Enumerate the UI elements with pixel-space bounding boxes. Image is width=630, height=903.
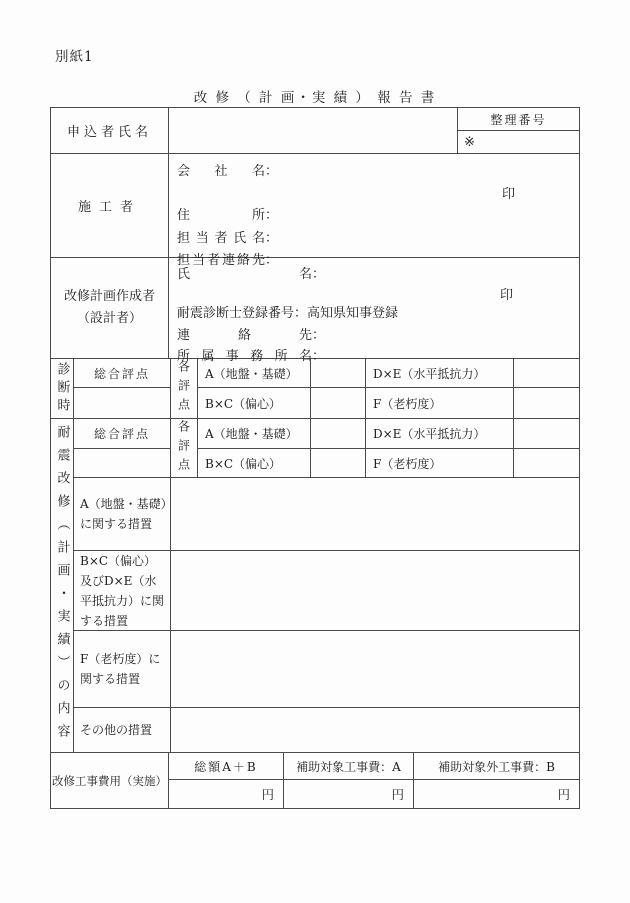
colon: ： (265, 208, 279, 223)
office-name-label: 所属事務所名 (177, 349, 312, 364)
measure-f-cell (171, 631, 579, 708)
diagnostician-registration-line: 耐震診断士登録番号：高知県知事登録 (177, 306, 399, 321)
planner-label (51, 258, 169, 359)
applicant-name-cell (169, 108, 458, 154)
cost-nonsubsidized-header: 補助対象外工事費：B (414, 753, 579, 780)
diagnosis-score-de-label: D×E（水平抵抗力） (366, 359, 514, 388)
contractor-detail-cell (169, 154, 579, 268)
colon: ： (312, 328, 326, 343)
cost-nonsubsidized-amount-cell: 円 (557, 787, 570, 802)
colon: ： (312, 267, 326, 282)
planner-label-line1: 改修計画作成者 (63, 289, 155, 304)
diagnosis-score-a-label: A（地盤・基礎） (198, 359, 311, 388)
reference-number-cell: ※ (458, 131, 579, 154)
measure-a-label (74, 478, 171, 551)
measure-f-label (74, 631, 171, 708)
address-label: 住所 (177, 208, 265, 223)
cost-row-label: 改修工事費用（実施） (51, 753, 169, 808)
planner-name-label: 氏名 (177, 267, 312, 282)
contractor-seal-mark: 印 (501, 187, 515, 202)
measure-bc-de-cell (171, 551, 579, 631)
diagnosis-score-de-cell (514, 359, 579, 388)
diagnosis-each-score-text: 各評点 (176, 360, 191, 417)
page-title: 改 修 （ 計 画・実 績 ） 報 告 書 (193, 90, 437, 106)
diagnosis-score-f-label: F（老朽度） (366, 388, 514, 419)
company-name-label: 会社名 (177, 164, 265, 179)
measure-other-cell (171, 708, 579, 753)
planner-contact-line (177, 324, 325, 343)
colon: ： (312, 349, 326, 364)
colon: ： (265, 164, 279, 179)
retrofit-overall-score-label: 総合評点 (74, 419, 171, 449)
planner-contact-label: 連絡先 (177, 328, 312, 343)
planner-label-line2: （設計者） (76, 311, 142, 326)
measure-f-text: F（老朽度）に関する措置 (80, 652, 161, 686)
measure-a-text: A（地盤・基礎）に関する措置 (80, 497, 167, 531)
diagnosis-score-a-cell (311, 359, 366, 388)
diagnosis-score-bc-cell (311, 388, 366, 419)
retrofit-score-de-cell (514, 419, 579, 449)
applicant-name-label: 申込者氏名 (51, 108, 169, 154)
person-in-charge-label: 担当者氏名 (177, 231, 265, 246)
report-table (50, 107, 580, 809)
retrofit-overall-score-cell (74, 449, 171, 478)
cost-subsidized-amount-cell: 円 (284, 780, 414, 808)
diagnosis-overall-score-cell (74, 388, 171, 419)
measure-a-cell (171, 478, 579, 551)
reference-number-label: 整理番号 (458, 108, 579, 131)
planner-name-line (177, 263, 325, 282)
company-name-line (177, 160, 278, 179)
person-contact-label: 担当者連絡先 (177, 253, 265, 268)
diagnosis-each-score-label (171, 359, 198, 419)
retrofit-section-label (51, 419, 74, 753)
address-line (177, 204, 278, 223)
planner-seal-mark: 印 (499, 288, 513, 303)
cost-subsidized-header: 補助対象工事費：A (284, 753, 414, 780)
retrofit-score-a-label: A（地盤・基礎） (198, 419, 311, 449)
colon: ： (265, 253, 279, 268)
measure-other-label (74, 708, 171, 753)
measure-bc-de-text: B×C（偏心）及びD×E（水平抵抗力）に関する措置 (80, 553, 165, 628)
retrofit-score-f-cell (514, 449, 579, 478)
diagnosis-section-label (51, 359, 74, 419)
planner-detail-cell (169, 258, 579, 364)
measure-other-text: その他の措置 (80, 723, 153, 737)
diagnosis-score-f-cell (514, 388, 579, 419)
contractor-label: 施工者 (51, 154, 169, 258)
retrofit-score-bc-cell (311, 449, 366, 478)
diagnosis-overall-score-label: 総合評点 (74, 359, 171, 388)
retrofit-section-text: 耐震改修（計画・実績）の内容 (54, 424, 70, 747)
retrofit-score-de-label: D×E（水平抵抗力） (366, 419, 514, 449)
cost-total-header: 総額A＋B (169, 753, 284, 780)
diagnosis-score-bc-label: B×C（偏心） (198, 388, 311, 419)
retrofit-score-a-cell (311, 419, 366, 449)
diagnosis-section-text: 診断時 (54, 361, 70, 416)
retrofit-score-f-label: F（老朽度） (366, 449, 514, 478)
measure-bc-de-label (74, 551, 171, 631)
retrofit-score-bc-label: B×C（偏心） (198, 449, 311, 478)
person-in-charge-line (177, 227, 278, 246)
retrofit-each-score-text: 各評点 (176, 419, 191, 477)
retrofit-each-score-label (171, 419, 198, 478)
attachment-label: 別紙1 (55, 49, 94, 65)
cost-total-amount-cell: 円 (169, 780, 284, 808)
colon: ： (265, 231, 279, 246)
